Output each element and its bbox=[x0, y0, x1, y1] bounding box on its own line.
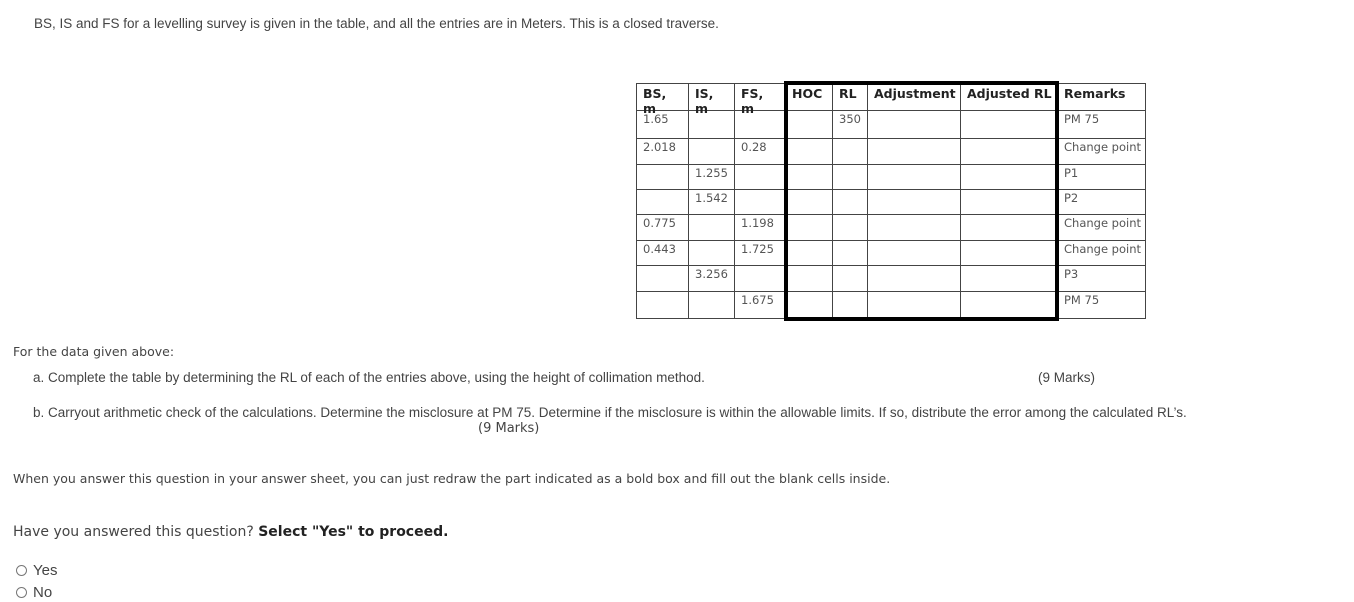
proceed-prompt-text: Have you answered this question? bbox=[13, 524, 259, 540]
cell-adjusted-rl bbox=[962, 110, 1057, 138]
cell-hoc bbox=[787, 164, 832, 189]
cell-fs bbox=[736, 189, 785, 214]
cell-remarks: P3 bbox=[1064, 267, 1079, 281]
cell-hoc bbox=[787, 138, 832, 164]
cell-rl bbox=[834, 265, 867, 291]
levelling-table bbox=[636, 83, 1146, 319]
cell-is: 3.256 bbox=[695, 267, 728, 281]
cell-hoc bbox=[787, 240, 832, 265]
cell-is bbox=[690, 240, 734, 265]
table-gridline bbox=[636, 83, 637, 319]
cell-remarks: P1 bbox=[1064, 166, 1079, 180]
cell-remarks: P2 bbox=[1064, 191, 1079, 205]
option-yes-label: Yes bbox=[33, 562, 58, 579]
question-a: a. Complete the table by determining the RL of each of the entries above, using the height of collimation method. bbox=[33, 370, 705, 385]
question-b-marks: (9 Marks) bbox=[478, 421, 540, 436]
cell-fs: 0.28 bbox=[741, 140, 767, 154]
cell-adjustment bbox=[869, 240, 960, 265]
cell-bs: 1.65 bbox=[643, 112, 669, 126]
cell-bs bbox=[638, 265, 688, 291]
cell-is bbox=[690, 138, 734, 164]
cell-adjustment bbox=[869, 265, 960, 291]
cell-rl bbox=[834, 138, 867, 164]
proceed-prompt-bold: Select "Yes" to proceed. bbox=[258, 524, 449, 540]
cell-fs: 1.725 bbox=[741, 242, 774, 256]
cell-hoc bbox=[787, 265, 832, 291]
cell-adjusted-rl bbox=[962, 214, 1057, 240]
cell-hoc bbox=[787, 214, 832, 240]
cell-bs bbox=[638, 164, 688, 189]
instruction-note: When you answer this question in your answer sheet, you can just redraw the part indicated as a bold box and fill out the blank cells inside. bbox=[13, 471, 891, 486]
cell-rl bbox=[834, 214, 867, 240]
cell-remarks: Change point bbox=[1064, 242, 1142, 256]
cell-remarks: Change point bbox=[1064, 140, 1142, 154]
table-gridline bbox=[688, 83, 689, 319]
proceed-prompt bbox=[13, 524, 448, 540]
cell-remarks: PM 75 bbox=[1064, 112, 1100, 126]
cell-adjusted-rl bbox=[962, 164, 1057, 189]
radio-yes[interactable] bbox=[16, 565, 27, 576]
cell-is bbox=[690, 291, 734, 319]
cell-adjusted-rl bbox=[962, 189, 1057, 214]
table-gridline bbox=[1057, 83, 1058, 319]
intro-text: BS, IS and FS for a levelling survey is given in the table, and all the entries are in Meters. This is a closed traverse. bbox=[34, 16, 719, 31]
cell-adjustment bbox=[869, 291, 960, 319]
cell-remarks: Change point bbox=[1064, 216, 1142, 230]
cell-bs: 0.443 bbox=[643, 242, 676, 256]
option-yes[interactable] bbox=[16, 562, 57, 579]
cell-fs bbox=[736, 110, 785, 138]
option-no[interactable] bbox=[16, 584, 52, 601]
cell-fs: 1.675 bbox=[741, 293, 774, 307]
cell-is bbox=[690, 214, 734, 240]
cell-adjusted-rl bbox=[962, 240, 1057, 265]
cell-rl bbox=[834, 164, 867, 189]
cell-bs: 0.775 bbox=[643, 216, 676, 230]
cell-bs bbox=[638, 291, 688, 319]
radio-no[interactable] bbox=[16, 587, 27, 598]
cell-hoc bbox=[787, 110, 832, 138]
cell-hoc bbox=[787, 291, 832, 319]
header-bs: BS, m bbox=[643, 86, 667, 116]
cell-fs: 1.198 bbox=[741, 216, 774, 230]
cell-is: 1.542 bbox=[695, 191, 728, 205]
cell-adjustment bbox=[869, 214, 960, 240]
table-gridline bbox=[832, 83, 833, 319]
cell-adjustment bbox=[869, 164, 960, 189]
table-gridline bbox=[734, 83, 735, 319]
cell-rl bbox=[834, 291, 867, 319]
cell-hoc bbox=[787, 189, 832, 214]
header-fs: FS, m bbox=[741, 86, 764, 116]
table-gridline bbox=[867, 83, 868, 319]
header-is: IS, m bbox=[695, 86, 714, 116]
cell-rl bbox=[834, 240, 867, 265]
question-a-marks: (9 Marks) bbox=[1038, 370, 1095, 385]
cell-bs: 2.018 bbox=[643, 140, 676, 154]
cell-remarks: PM 75 bbox=[1064, 293, 1100, 307]
cell-fs bbox=[736, 265, 785, 291]
header-hoc: HOC bbox=[792, 86, 823, 101]
header-adjustment: Adjustment bbox=[874, 86, 956, 101]
question-b: b. Carryout arithmetic check of the calculations. Determine the misclosure at PM 75. Determine if the misclosure is within the allowable limits. If so, distribute the error among the calculated RL’s. bbox=[33, 405, 1187, 420]
table-gridline bbox=[960, 83, 961, 319]
cell-adjustment bbox=[869, 110, 960, 138]
cell-rl bbox=[834, 189, 867, 214]
header-rl: RL bbox=[839, 86, 857, 101]
header-remarks: Remarks bbox=[1064, 86, 1126, 101]
cell-adjustment bbox=[869, 138, 960, 164]
cell-adjustment bbox=[869, 189, 960, 214]
cell-fs bbox=[736, 164, 785, 189]
cell-adjusted-rl bbox=[962, 265, 1057, 291]
cell-bs bbox=[638, 189, 688, 214]
table-gridline bbox=[785, 83, 786, 319]
option-no-label: No bbox=[33, 584, 53, 601]
header-adjusted-rl: Adjusted RL bbox=[967, 86, 1052, 101]
cell-rl: 350 bbox=[839, 112, 861, 126]
cell-adjusted-rl bbox=[962, 138, 1057, 164]
cell-is: 1.255 bbox=[695, 166, 728, 180]
cell-adjusted-rl bbox=[962, 291, 1057, 319]
cell-is bbox=[690, 110, 734, 138]
for-data-label: For the data given above: bbox=[13, 344, 175, 359]
